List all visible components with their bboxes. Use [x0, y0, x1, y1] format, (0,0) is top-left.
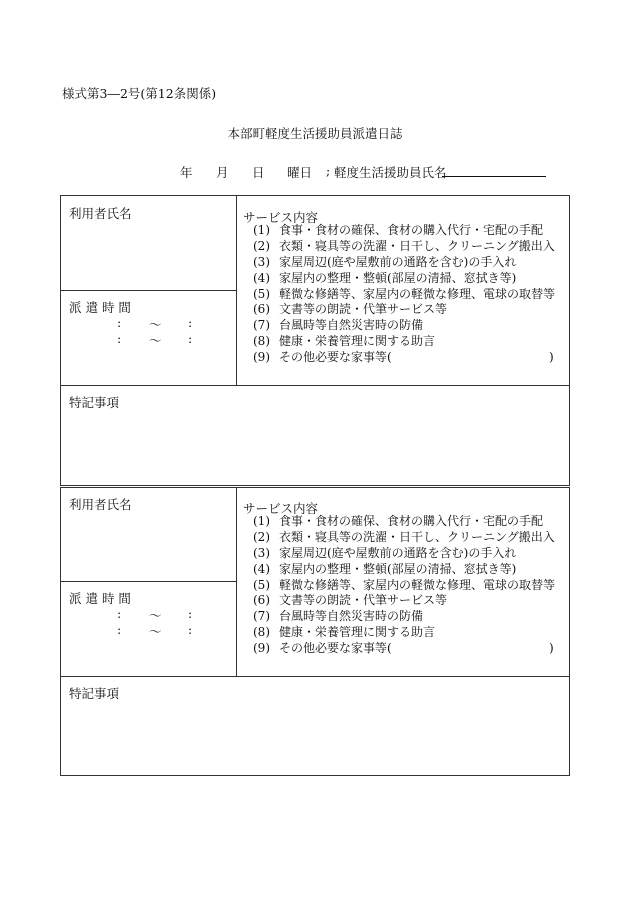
user-name-label: 利用者氏名	[69, 497, 132, 512]
service-item-5[interactable]: (5) 軽微な修繕等、家屋内の軽微な修理、電球の取替等	[253, 286, 556, 301]
notes-label: 特記事項	[69, 686, 120, 701]
service-item-3[interactable]: (3) 家屋周辺(庭や屋敷前の通路を含む)の手入れ	[253, 545, 517, 560]
service-item-6[interactable]: (6) 文書等の朗読・代筆サービス等	[253, 593, 448, 608]
weekday-label: 曜日	[287, 165, 313, 180]
service-title: サービス内容	[243, 210, 319, 225]
service-title: サービス内容	[243, 501, 319, 516]
service-item-9[interactable]: (9) その他必要な家事等( )	[253, 641, 554, 656]
user-name-label: 利用者氏名	[69, 206, 132, 221]
record-block-2: 利用者氏名 派 遣 時 間 : 〜 : : 〜 : サービス内容 (1) 食事・食材の確保、食材の購入代行・宅配の手配 (2) 衣類・寝具等の洗濯・日干し、クリーニング搬出入 (3) 家屋周辺(庭や屋敷前の通路を含む)の手入れ (4) 家屋内の整理・整頓(部屋の清掃、窓拭き等) (5) 軽微な修繕等、家屋内の軽微な修理、電球の取替等 (6) 文書等の朗読・代筆サービス等 (7) 台風時等自然災害時の防備 (8) 健康・栄養管理に関する助言 (9) その他必要な家事等( ) 特記事項	[60, 487, 570, 776]
service-item-8[interactable]: (8) 健康・栄養管理に関する助言	[253, 334, 436, 349]
divider	[236, 196, 237, 385]
service-item-1[interactable]: (1) 食事・食材の確保、食材の購入代行・宅配の手配	[253, 514, 544, 528]
helper-name-blank[interactable]	[442, 176, 546, 177]
year-label: 年	[180, 165, 193, 180]
service-list	[253, 223, 555, 366]
service-item-7[interactable]: (7) 台風時等自然災害時の防備	[253, 318, 424, 333]
separator: ;	[326, 163, 331, 178]
divider	[236, 488, 237, 676]
divider	[61, 290, 236, 291]
divider	[61, 676, 569, 677]
record-block-1: 利用者氏名 派 遣 時 間 : 〜 : : 〜 : サービス内容 (1) 食事・食材の確保、食材の購入代行・宅配の手配 (2) 衣類・寝具等の洗濯・日干し、クリーニング搬出入 (3) 家屋周辺(庭や屋敷前の通路を含む)の手入れ (4) 家屋内の整理・整頓(部屋の清掃、窓拭き等) (5) 軽微な修繕等、家屋内の軽微な修理、電球の取替等 (6) 文書等の朗読・代筆サービス等 (7) 台風時等自然災害時の防備 (8) 健康・栄養管理に関する助言 (9) その他必要な家事等( ) 特記事項	[60, 195, 570, 486]
service-item-7[interactable]: (7) 台風時等自然災害時の防備	[253, 609, 424, 624]
helper-name-label: 軽度生活援助員氏名	[334, 165, 447, 180]
service-item-8[interactable]: (8) 健康・栄養管理に関する助言	[253, 625, 436, 640]
service-item-4[interactable]: (4) 家屋内の整理・整頓(部屋の清掃、窓拭き等)	[253, 561, 517, 576]
month-label: 月	[216, 165, 229, 180]
dispatch-time-label: 派 遣 時 間	[69, 591, 131, 606]
service-list	[253, 514, 555, 657]
divider	[61, 581, 236, 582]
user-name-field[interactable]	[61, 511, 236, 581]
user-name-field[interactable]	[61, 220, 236, 290]
notes-field[interactable]	[61, 408, 569, 484]
dispatch-time-label: 派 遣 時 間	[69, 300, 131, 315]
form-number: 様式第3―2号(第12条関係)	[62, 86, 217, 101]
document-title: 本部町軽度生活援助員派遣日誌	[227, 126, 403, 141]
notes-field[interactable]	[61, 699, 569, 775]
service-item-2[interactable]: (2) 衣類・寝具等の洗濯・日干し、クリーニング搬出入	[253, 238, 555, 253]
divider	[61, 385, 569, 386]
service-item-6[interactable]: (6) 文書等の朗読・代筆サービス等	[253, 302, 448, 317]
service-item-1[interactable]: (1) 食事・食材の確保、食材の購入代行・宅配の手配	[253, 223, 544, 237]
service-item-5[interactable]: (5) 軽微な修繕等、家屋内の軽微な修理、電球の取替等	[253, 577, 556, 592]
service-item-4[interactable]: (4) 家屋内の整理・整頓(部屋の清掃、窓拭き等)	[253, 270, 517, 285]
service-item-3[interactable]: (3) 家屋周辺(庭や屋敷前の通路を含む)の手入れ	[253, 254, 517, 269]
day-label: 日	[252, 165, 265, 180]
service-item-2[interactable]: (2) 衣類・寝具等の洗濯・日干し、クリーニング搬出入	[253, 529, 555, 544]
service-item-9[interactable]: (9) その他必要な家事等( )	[253, 350, 554, 365]
notes-label: 特記事項	[69, 395, 120, 410]
